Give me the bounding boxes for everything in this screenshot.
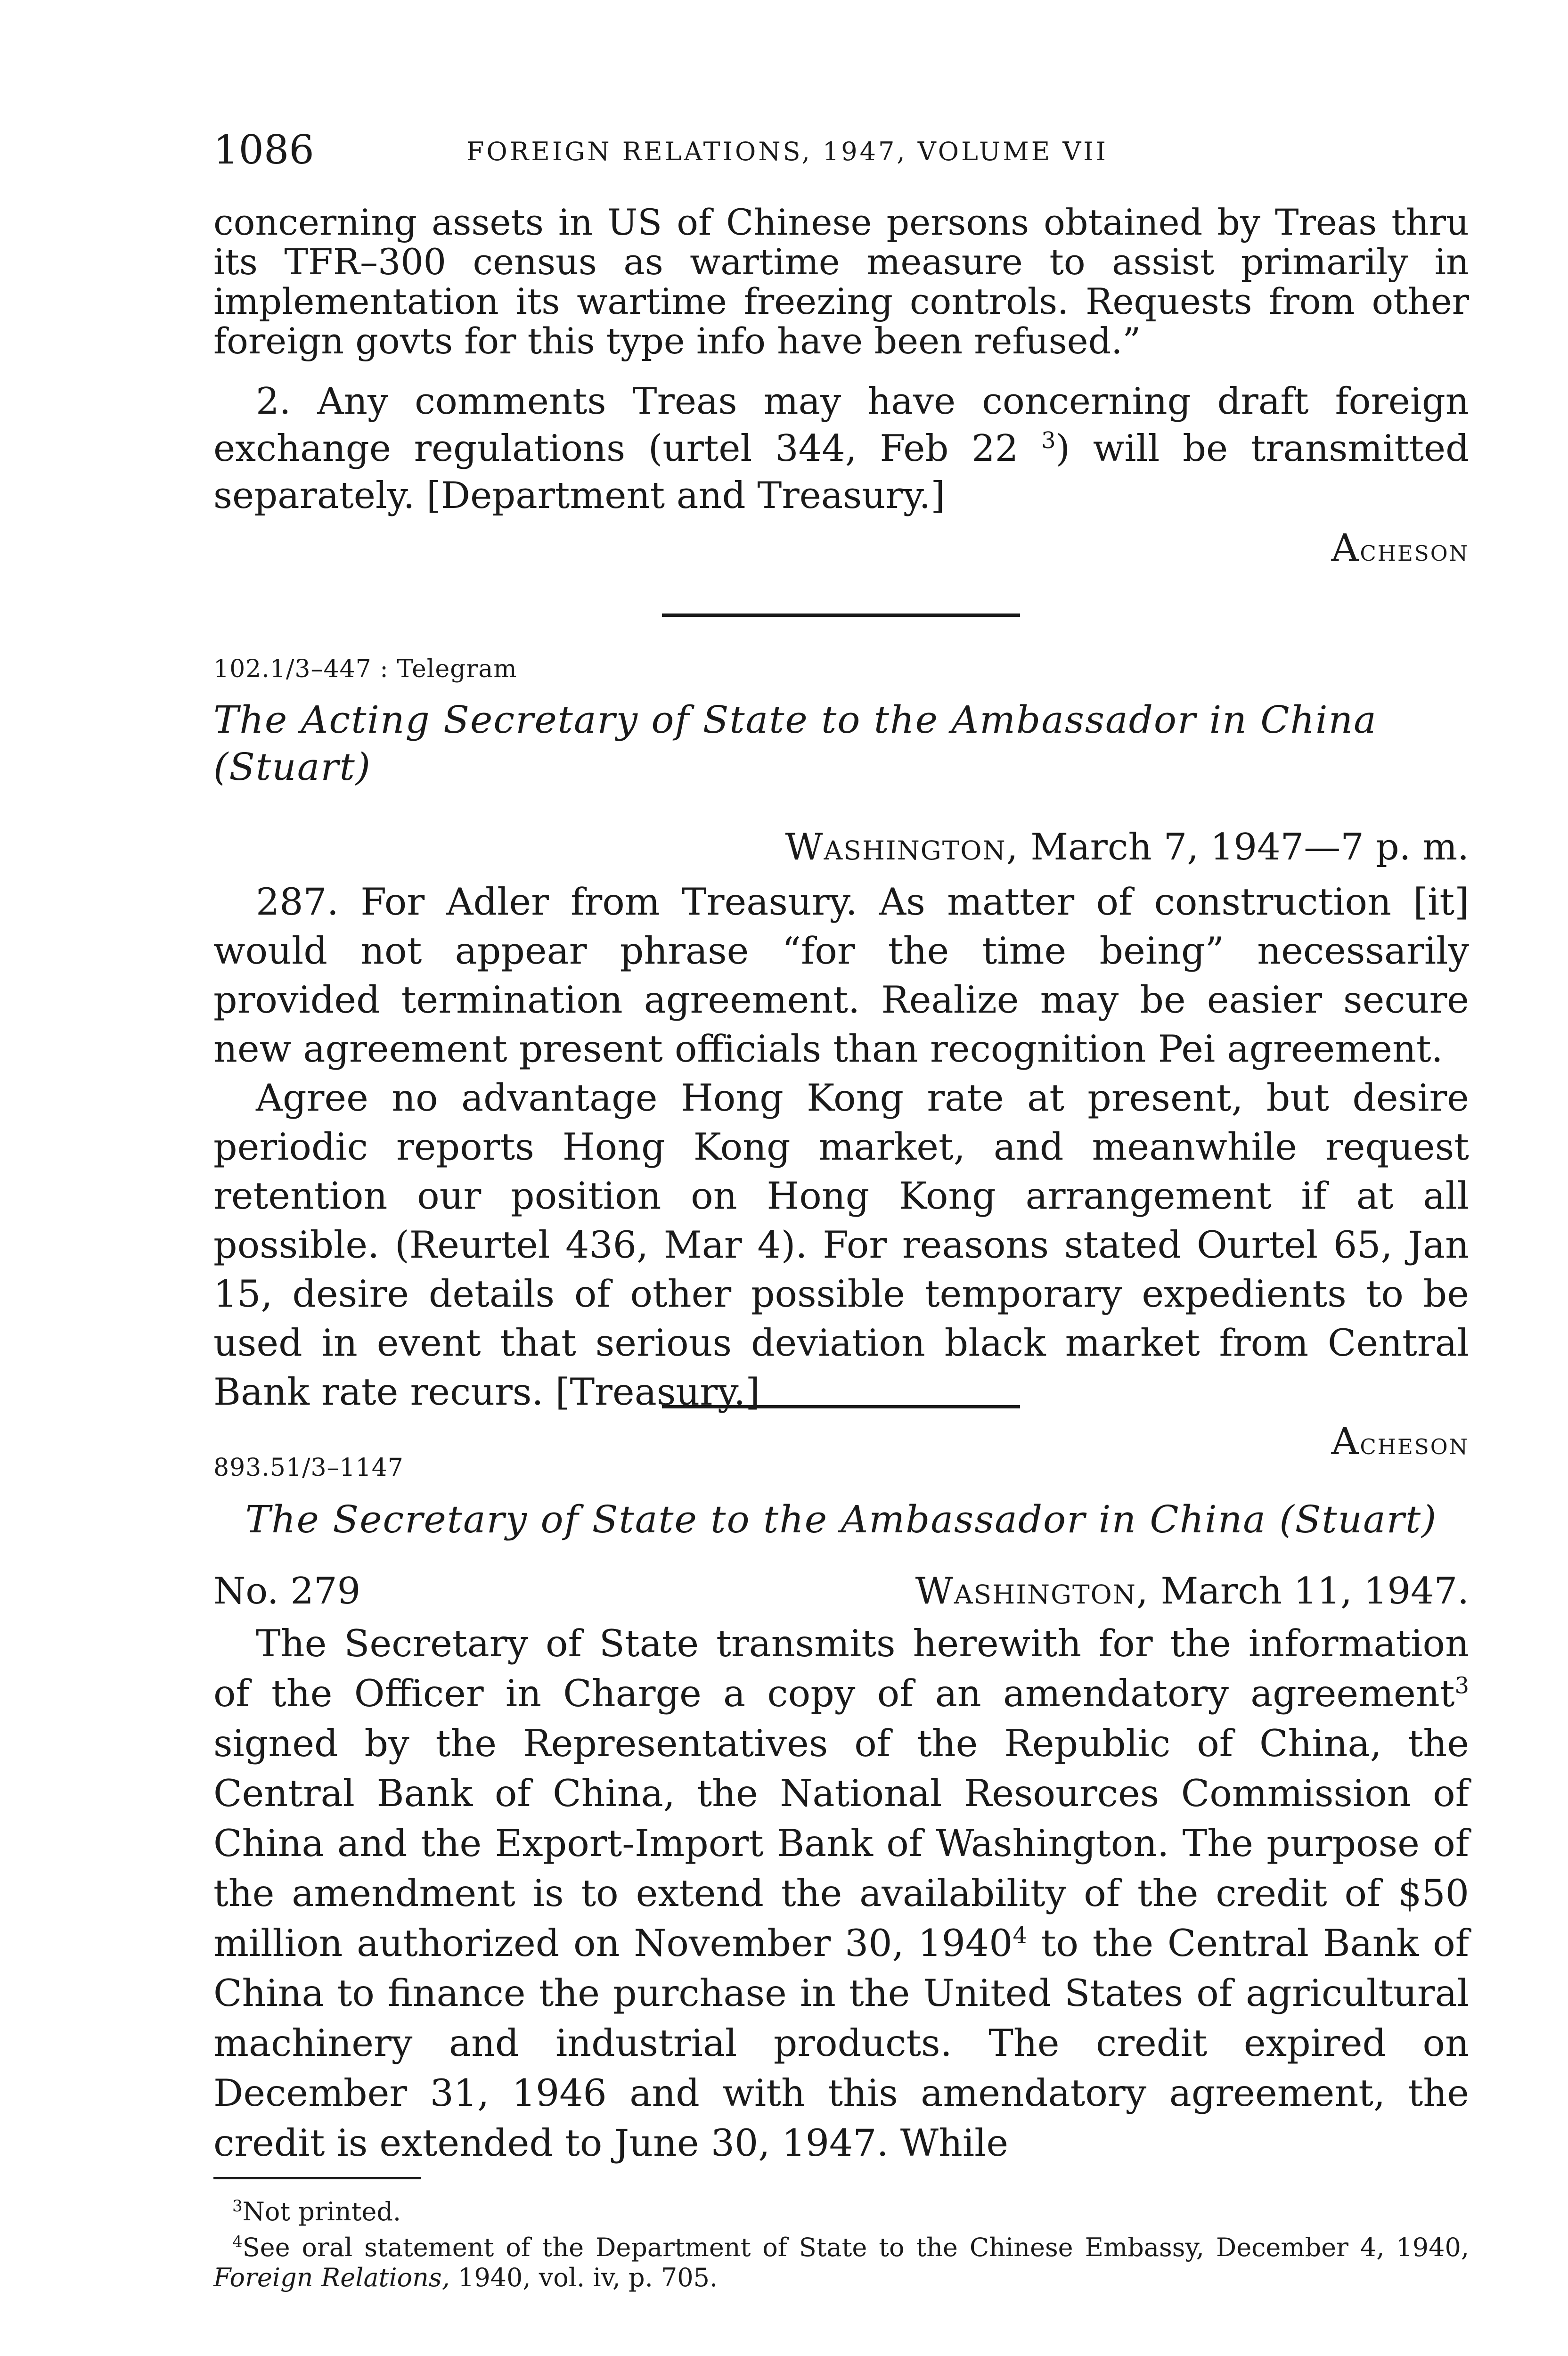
section-divider [662, 1405, 1020, 1408]
document-1 [213, 655, 1469, 1463]
footnote-mark: 3 [232, 2197, 243, 2216]
footnote-italic: Foreign Relations, [213, 2263, 450, 2292]
footnotes [213, 2191, 1469, 2293]
page-number: 1086 [213, 127, 314, 173]
document-number: No. 279 [213, 1570, 361, 1612]
footnote-ref: 4 [1013, 1922, 1027, 1949]
footnote-4 [213, 2227, 1469, 2293]
text-run: 2. Any comments Treas may have concerning draft foreign exchange regulations (urtel 344, Feb 22 [213, 380, 1469, 470]
text-run: ) will be transmitted separately. [Department and Treasury.] [213, 427, 1469, 517]
text-run: The Secretary of State transmits herewith for the information of the Officer in Charge a copy of an amendatory agreement [213, 1622, 1469, 1715]
footnote-ref: 3 [1454, 1672, 1469, 1699]
document-title: The Secretary of State to the Ambassador in China (Stuart) [245, 1497, 1437, 1541]
document-paragraph [213, 1619, 1469, 2168]
document-2 [213, 1454, 1469, 2168]
running-head: FOREIGN RELATIONS, 1947, VOLUME VII [466, 137, 1108, 166]
file-reference: 893.51/3–1147 [213, 1454, 404, 1482]
footnote-divider [213, 2177, 421, 2179]
text-run: to the Central Bank of China to finance the purchase in the United States of agricultural machinery and industrial products. The credit expired on December 31, 1946 and with this amendatory agreement, the credit is extended to June 30, 1947. While [213, 1922, 1470, 2165]
dateline-place: Washington, [915, 1570, 1149, 1612]
signature: Acheson [1331, 526, 1469, 570]
file-reference: 102.1/3–447 : Telegram [213, 655, 517, 683]
footnote-mark: 4 [232, 2233, 243, 2251]
continuation-paragraph-2 [213, 378, 1469, 519]
footnote-text: 1940, vol. iv, p. 705. [449, 2263, 718, 2292]
section-divider [662, 614, 1020, 617]
document-title: The Acting Secretary of State to the Ambassador in China (Stuart) [213, 698, 1377, 789]
signature: Acheson [1331, 1419, 1469, 1463]
document-paragraph: Agree no advantage Hong Kong rate at present, but desire periodic reports Hong Kong market, and meanwhile request retention our position on Hong Kong arrangement if at all possible. (Reurtel 436, Mar 4). For reasons stated Ourtel 65, Jan 15, desire details of other possible temporary expedients to be used in event that serious deviation black market from Central Bank rate recurs. [Treasury.] [213, 1076, 1469, 1414]
page-header [213, 126, 1469, 183]
footnote-text: See oral statement of the Department of State to the Chinese Embassy, December 4, 1940, [242, 2233, 1469, 2262]
dateline-right [915, 1568, 1469, 1615]
footnote-ref: 3 [1041, 427, 1056, 454]
dateline-date: March 7, 1947—7 p. m. [1030, 826, 1469, 868]
dateline-place: Washington, [785, 826, 1019, 868]
continuation-paragraph: concerning assets in US of Chinese persons obtained by Treas thru its TFR–300 census as wartime measure to assist primarily in implementation its wartime freezing controls. Requests from other foreign govts for this type info have been refused.” [213, 201, 1469, 362]
dateline-date: March 11, 1947. [1160, 1570, 1469, 1612]
text-run: signed by the Representatives of the Republic of China, the Central Bank of China, the National Resources Commission of China and the Export-Import Bank of Washington. The purpose of the amendment is to extend the availability of the credit of $50 million authorized on November 30, 1940 [213, 1722, 1469, 1965]
dateline [213, 824, 1469, 871]
document-paragraph: 287. For Adler from Treasury. As matter of construction [it] would not appear phrase “for the time being” necessarily provided termination agreement. Realize may be easier secure new agreement present officials than recognition Pei agreement. [213, 880, 1469, 1071]
dateline [213, 1568, 1469, 1615]
footnote-text: Not printed. [242, 2197, 401, 2226]
continuation-section [213, 203, 1469, 570]
footnote-3 [213, 2191, 1469, 2227]
